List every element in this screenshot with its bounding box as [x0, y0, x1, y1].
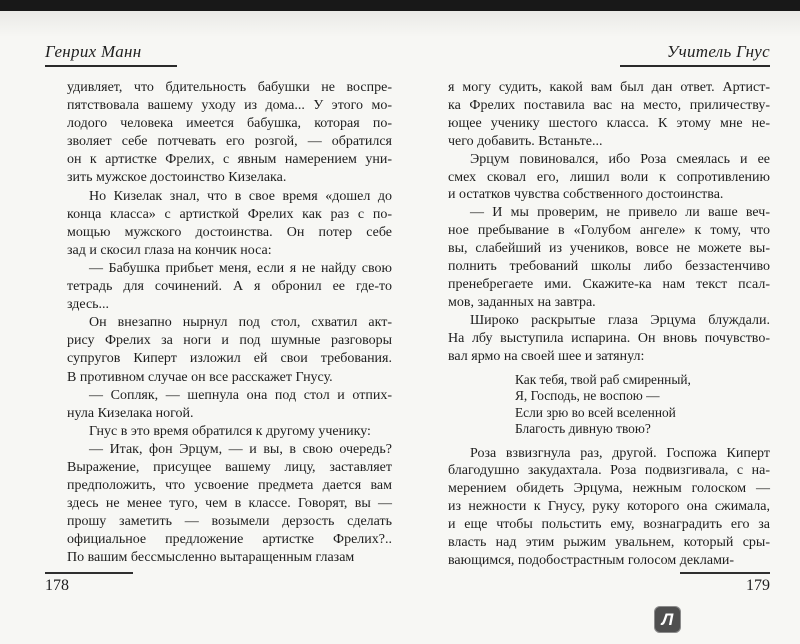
text-line: Широко раскрытые глаза Эрцума блуждали.	[470, 312, 770, 328]
text-line: зад и скосил глаза на кончик носа:	[67, 242, 272, 258]
text-line: официальное предложение артистке Фрелих?..	[67, 532, 392, 548]
text-line: пятствовала вашему уходу из дома... У этого мо-	[67, 98, 392, 114]
paragraph	[67, 188, 392, 260]
text-line: прошу заметить — возымели дерзость сделать	[67, 514, 392, 530]
text-line: предположить, что усвоение предмета дается вам	[67, 478, 392, 494]
text-line: он к артистке Фрелих, с явным намерением уни-	[67, 152, 392, 168]
text-line: — Бабушка прибьет меня, если я не найду свою	[89, 260, 392, 276]
text-line: Я, Господь, не воспою —	[515, 388, 660, 403]
paragraph	[67, 260, 392, 314]
text-line: Эрцум повиновался, ибо Роза смеялась и ее	[470, 151, 770, 167]
text-line: тетрадь для сочинений. А я обронил ее где-то	[67, 279, 392, 295]
text-line: и еще чтобы польстить ему, вознаградить его за	[448, 517, 770, 533]
page-top-shadow	[0, 11, 800, 37]
text-line: удивляет, что бдительность бабушки не воспре-	[67, 80, 392, 95]
text-line: зить мужское достоинство Кизелака.	[67, 170, 287, 186]
paragraph	[448, 204, 770, 311]
page-number-right: 179	[680, 572, 770, 595]
text-line: ное пребывание в «Голубом ангеле» к тому, что	[448, 223, 770, 239]
paragraph	[448, 312, 770, 366]
text-line: мощью мужского достоинства. Он потер себе	[67, 224, 392, 240]
text-line: ка Фрелих поставила вас на место, приличеству-	[448, 97, 770, 113]
text-line: и остатков чувства собственного достоинства.	[448, 187, 724, 203]
text-line: власть над этим рыжим увальнем, который сры-	[448, 535, 770, 551]
text-line: — И мы проверим, не привело ли ваше веч-	[470, 205, 770, 221]
paragraph	[67, 314, 392, 386]
text-line: лодого человека имеется бабушка, которая по-	[67, 116, 392, 132]
text-line: рису Фрелих за ноги и под шумные разговоры	[67, 333, 392, 349]
text-line: конца класса» с артисткой Фрелих как раз с по-	[67, 206, 392, 222]
text-line: смех сковал его, лишил воли к сопротивлению	[448, 169, 770, 185]
text-line: вающимся, подобострастным голосом деклами-	[448, 552, 735, 568]
text-line: супругов Киперт изложил ей свои требования.	[67, 351, 392, 367]
text-line: Выражение, присущее вашему лицу, заставляет	[67, 459, 392, 475]
verse-paragraph	[515, 372, 770, 438]
text-line: вал ярмо на своей шее и затянул:	[448, 348, 645, 364]
text-line: Он внезапно нырнул под стол, схватил акт-	[89, 315, 392, 331]
labirint-watermark	[654, 606, 681, 633]
text-line: пренебрегаете ими. Скажите-ка нам текст псал-	[448, 276, 770, 292]
text-line: Если зрю во всей вселенной	[515, 404, 676, 420]
text-line: Гнус в это время обратился к другому ученику:	[89, 423, 371, 439]
paragraph	[67, 79, 392, 188]
page-number-left: 178	[45, 572, 133, 595]
paragraph	[67, 387, 392, 423]
paragraph	[448, 79, 770, 151]
text-line: мерением обидеть Эрцума, нежным голоском —	[448, 481, 770, 497]
text-line: Благость дивную твою?	[515, 421, 651, 436]
watermark-letter: Л	[661, 609, 674, 629]
text-line: чего добавить. Встаньте...	[448, 133, 603, 149]
text-line: Роза взвизгнула раз, другой. Госпожа Киперт	[470, 445, 770, 461]
top-dark-band	[0, 0, 800, 11]
text-line: из нежности к Гнусу, руку которого она сжимала,	[448, 499, 770, 515]
text-line: В противном случае он все расскажет Гнусу.	[67, 369, 333, 385]
paragraph	[67, 441, 392, 568]
text-line: вы, слабейший из учеников, вовсе не можете вы-	[448, 241, 770, 257]
text-line: По вашим бессмысленно вытаращенным глазам	[67, 550, 355, 566]
page-text-right	[448, 79, 770, 570]
text-line: ющее ученику шестого класса. К этому мне не-	[448, 115, 770, 131]
text-line: зволяет себе потчевать его розгой, — обратился	[67, 134, 392, 150]
text-line: На лбу выступила испарина. Он вновь почувство-	[448, 330, 770, 346]
text-line: Как тебя, твой раб смиренный,	[515, 371, 691, 387]
text-line: Но Кизелак знал, что в свое время «дошел до	[89, 188, 392, 204]
text-line: здесь...	[67, 297, 110, 313]
paragraph	[67, 423, 392, 441]
book-page-right	[448, 42, 770, 570]
paragraph	[448, 151, 770, 205]
page-text-left	[67, 79, 392, 568]
text-line: мов, заданных на завтра.	[448, 294, 596, 310]
text-line: полнить требований школы либо беззастенчиво	[448, 259, 770, 275]
text-line: нула Кизелака ногой.	[67, 405, 194, 421]
running-header-left: Генрих Манн	[45, 42, 177, 67]
book-page-left	[45, 42, 392, 568]
text-line: благодушно закудахтала. Роза подвизгивала, с на-	[448, 463, 770, 479]
text-line: здесь не менее туго, чем в классе. Говорят, вы —	[67, 496, 392, 512]
text-line: — Итак, фон Эрцум, — и вы, в свою очередь?	[89, 441, 392, 457]
text-line: — Сопляк, — шепнула она под стол и отпих-	[89, 387, 392, 403]
running-header-right: Учитель Гнус	[620, 42, 770, 67]
paragraph	[448, 445, 770, 570]
text-line: я могу судить, какой вам был дан ответ. Артист-	[448, 80, 770, 95]
